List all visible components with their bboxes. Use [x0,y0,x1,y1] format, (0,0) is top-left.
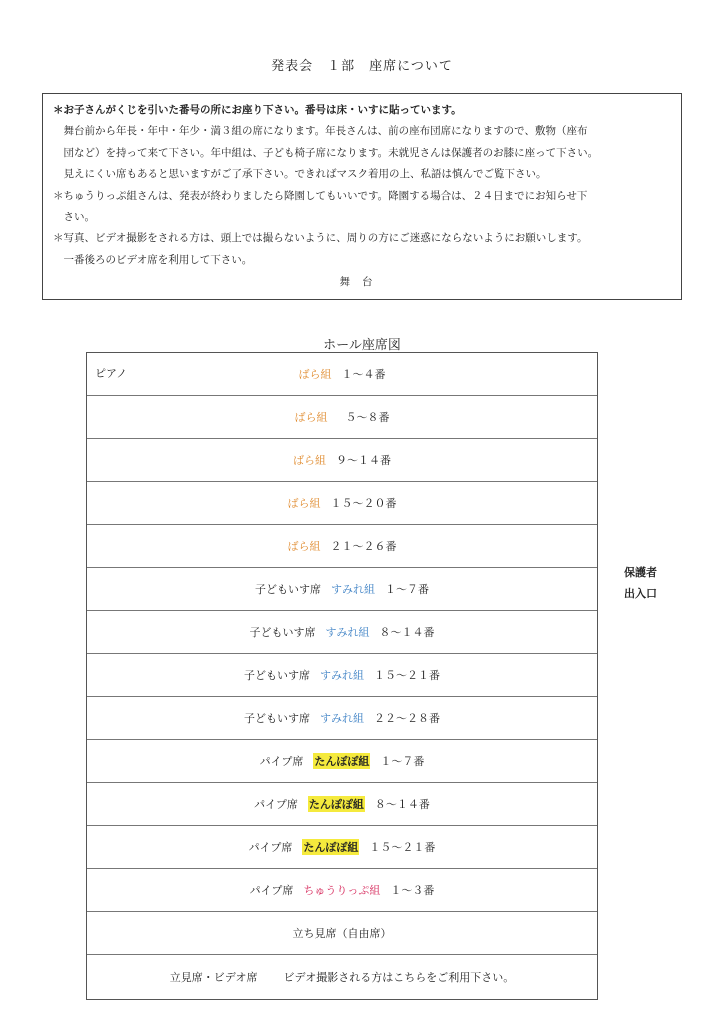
seat-numbers: ２１～２６番 [330,540,397,553]
stage-label: 舞台 [339,276,385,289]
seat-type: 子どもいす席 [249,626,316,639]
group-name: たんぽぽ組 [303,841,359,854]
seat-type: パイプ席 [248,841,293,854]
seat-type: パイプ席 [254,798,298,811]
seat-type: 子どもいす席 [244,669,310,682]
group-name: すみれ組 [320,712,364,725]
notice-box [42,93,682,300]
hall-title: ホール座席図 [323,338,401,353]
group-name: ばら組 [287,497,321,510]
group-name: ちゅうりっぷ組 [303,884,381,897]
seat-numbers: １５～２１番 [374,669,440,682]
notice-line: さい。 [53,211,95,224]
standing-label: 立ち見席（自由席） [292,927,392,940]
seat-numbers: １５～２０番 [330,497,397,510]
notice-line: 一番後ろのビデオ席を利用して下さい。 [53,253,253,266]
notice-line: ＊写真、ビデオ撮影をされる方は、頭上では撮らないように、周りの方にご迷惑にならないようにお願いします。 [53,232,588,245]
page-title: 発表会 １部 座席について [271,59,453,74]
seat-row [87,697,597,740]
piano-label: ピアノ [95,367,128,380]
seat-row [87,396,597,439]
seat-numbers: ５～８番 [345,411,390,424]
seat-row [87,353,597,396]
seat-numbers: １～７番 [385,583,429,596]
group-name: ばら組 [294,411,328,424]
seat-row [87,869,597,912]
seat-numbers: ８～１４番 [379,626,435,639]
seat-row [87,826,597,869]
group-name: たんぽぽ組 [308,798,364,811]
exit-line: 保護者 [624,566,657,579]
seat-row [87,568,597,611]
group-name: すみれ組 [320,669,364,682]
group-name: すみれ組 [331,583,375,596]
notice-line: ＊ちゅうりっぷ組さんは、発表が終わりましたら降園してもいいです。降園する場合は、２４日までにお知らせ下 [53,189,588,202]
parent-entrance-label [624,562,657,604]
seat-numbers: ９～１４番 [336,454,391,467]
notice-line: 団など）を持って来て下さい。年中組は、子ども椅子席になります。未就児さんは保護者のお膝に座って下さい。 [53,146,599,159]
seat-type: 子どもいす席 [255,583,321,596]
seating-chart [86,352,598,1000]
seat-numbers: １～７番 [380,755,425,768]
seat-type: 子どもいす席 [244,712,310,725]
video-row [87,955,597,999]
seat-row [87,611,597,654]
group-name: すみれ組 [325,626,370,639]
seat-numbers: ２２～２８番 [374,712,440,725]
video-note: ビデオ撮影される方はこちらをご利用下さい。 [283,971,515,984]
seat-type: パイプ席 [259,755,304,768]
seat-row [87,482,597,525]
seat-row [87,525,597,568]
group-name: ばら組 [298,368,332,381]
video-seat-label: 立見席・ビデオ席 [169,971,258,984]
seat-type: パイプ席 [249,884,294,897]
seat-row [87,740,597,783]
seat-numbers: １５～２１番 [369,841,436,854]
group-name: たんぽぽ組 [314,755,370,768]
seat-row [87,439,597,482]
notice-line: 舞台前から年長・年中・年少・満３組の席になります。年長さんは、前の座布団席になりますので、敷物（座布 [53,125,588,138]
seat-row [87,654,597,697]
notice-line: 見えにくい席もあると思いますがご了承下さい。できればマスク着用の上、私語は慎んでご覧下さい。 [53,168,547,181]
group-name: ばら組 [287,540,321,553]
seat-numbers: １～３番 [390,884,435,897]
seat-row [87,783,597,826]
standing-row [87,912,597,955]
group-name: ばら組 [293,454,326,467]
notice-line: ＊お子さんがくじを引いた番号の所にお座り下さい。番号は床・いすに貼っています。 [53,104,462,116]
seat-numbers: １～４番 [341,368,386,381]
seat-numbers: ８～１４番 [374,798,430,811]
exit-line: 出入口 [624,587,657,600]
